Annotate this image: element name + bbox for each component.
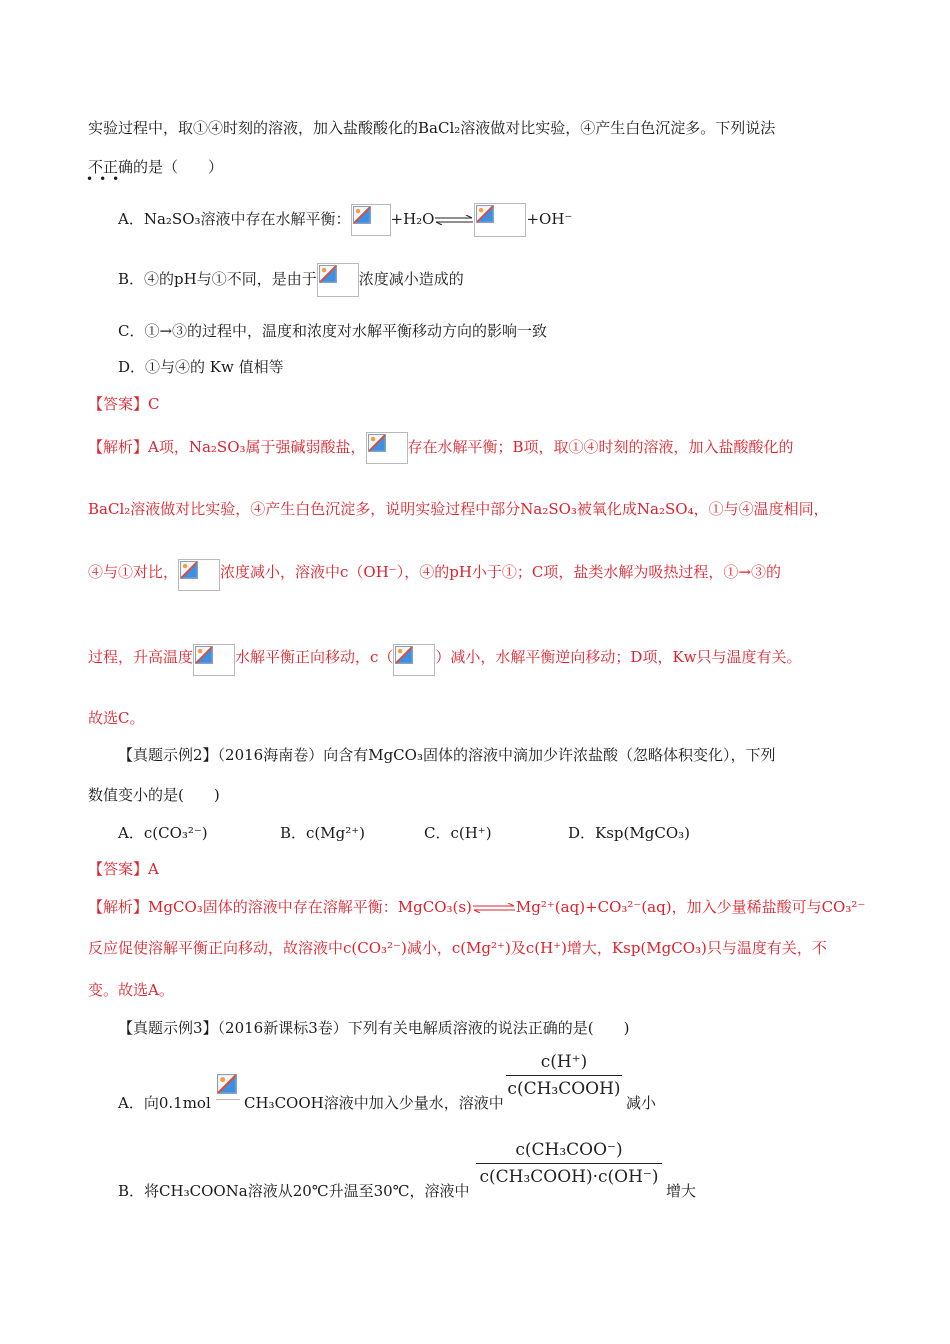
q2-analysis-line-3: 变。故选A。 (88, 981, 174, 999)
q3-option-a-prefix: A．向0.1mol (118, 1094, 211, 1112)
option-b-row (118, 263, 464, 297)
divider (216, 1099, 240, 1100)
intro-line-1: 实验过程中，取①④时刻的溶液，加入盐酸酸化的BaCl₂溶液做对比实验，④产生白色沉淀多。下列说法 (88, 119, 776, 137)
answer-label: 【答案】C (88, 395, 160, 413)
analysis-text: 【解析】MgCO₃固体的溶液中存在溶解平衡：MgCO₃(s) (88, 898, 472, 916)
fraction-bar (506, 1075, 622, 1076)
q2-answer-label: 【答案】A (88, 860, 159, 878)
image-placeholder-icon (178, 559, 220, 591)
image-placeholder-icon (317, 263, 359, 297)
q2-line-1: 【真题示例2】（2016海南卷）向含有MgCO₃固体的溶液中滴加少许浓盐酸（忽略体积变化），下列 (118, 746, 776, 764)
analysis-line-3 (88, 559, 781, 591)
image-placeholder-icon (351, 204, 391, 236)
fraction-a-denominator: c(CH₃COOH) (507, 1079, 621, 1099)
q3-option-b-end: 增大 (666, 1182, 697, 1200)
fraction-b-numerator: c(CH₃COO⁻) (515, 1140, 623, 1160)
q2-option-b: B．c(Mg²⁺) (280, 824, 366, 842)
analysis-line-5: 故选C。 (88, 709, 145, 727)
fraction-b (476, 1138, 662, 1189)
intro-line-2: 不正确的是（ ） (88, 158, 224, 176)
q2-option-c: C．c(H⁺) (424, 824, 492, 842)
q2-analysis-line-1 (88, 897, 865, 917)
fraction-bar (476, 1163, 662, 1164)
option-a-mid: +H₂O (390, 210, 435, 228)
analysis-text: 【解析】A项，Na₂SO₃属于强碱弱酸盐， (88, 438, 366, 456)
option-a-row (118, 203, 572, 237)
option-a-prefix: A．Na₂SO₃溶液中存在水解平衡： (118, 210, 351, 228)
option-a-end: +OH⁻ (526, 210, 573, 228)
q2-line-2: 数值变小的是( ) (88, 786, 220, 804)
q2-option-a: A．c(CO₃²⁻) (118, 824, 208, 842)
analysis-line-4 (88, 644, 802, 676)
equilibrium-arrow-icon (434, 215, 474, 225)
fraction-a (506, 1050, 622, 1101)
image-placeholder-icon (393, 644, 435, 676)
fraction-a-numerator: c(H⁺) (540, 1052, 588, 1072)
analysis-text: Mg²⁺(aq)+CO₃²⁻(aq)，加入少量稀盐酸可与CO₃²⁻ (515, 898, 866, 916)
analysis-text: 水解平衡正向移动，c（ (235, 648, 394, 666)
analysis-text: ）减小，水解平衡逆向移动；D项，Kw只与温度有关。 (435, 648, 802, 666)
image-placeholder-icon (193, 644, 235, 676)
analysis-text: 存在水解平衡；B项，取①④时刻的溶液，加入盐酸酸化的 (407, 438, 794, 456)
fraction-b-denominator: c(CH₃COOH)·c(OH⁻) (479, 1167, 659, 1187)
analysis-text: 浓度减小，溶液中c（OH⁻），④的pH小于①；C项，盐类水解为吸热过程，①→③的 (220, 563, 781, 581)
option-b-end: 浓度减小造成的 (358, 270, 464, 288)
q3-option-a-mid: CH₃COOH溶液中加入少量水，溶液中 (244, 1094, 504, 1112)
equilibrium-arrow-icon (472, 903, 516, 913)
image-placeholder-icon (216, 1073, 240, 1099)
q3-option-a-end: 减小 (626, 1094, 657, 1112)
option-b-prefix: B．④的pH与①不同，是由于 (118, 270, 317, 288)
image-placeholder-icon (474, 203, 526, 237)
analysis-text: 过程，升高温度 (88, 648, 194, 666)
image-placeholder-icon (366, 432, 408, 464)
analysis-text: ④与①对比， (88, 563, 179, 581)
analysis-line-1 (88, 432, 794, 464)
option-c: C．①→③的过程中，温度和浓度对水解平衡移动方向的影响一致 (118, 322, 548, 340)
option-d: D．①与④的 Kw 值相等 (118, 358, 284, 376)
q3-line-1: 【真题示例3】（2016新课标3卷）下列有关电解质溶液的说法正确的是( ) (118, 1019, 630, 1037)
q2-option-d: D．Ksp(MgCO₃) (568, 824, 690, 842)
q3-option-b-prefix: B．将CH₃COONa溶液从20℃升温至30℃，溶液中 (118, 1182, 470, 1200)
analysis-line-2: BaCl₂溶液做对比实验，④产生白色沉淀多，说明实验过程中部分Na₂SO₃被氧化成Na₂SO₄，①与④温度相同， (88, 500, 829, 518)
emphasis-dots: ••• (86, 172, 126, 186)
q2-analysis-line-2: 反应促使溶解平衡正向移动，故溶液中c(CO₃²⁻)减小，c(Mg²⁺)及c(H⁺)增大，Ksp(MgCO₃)只与温度有关，不 (88, 939, 827, 957)
